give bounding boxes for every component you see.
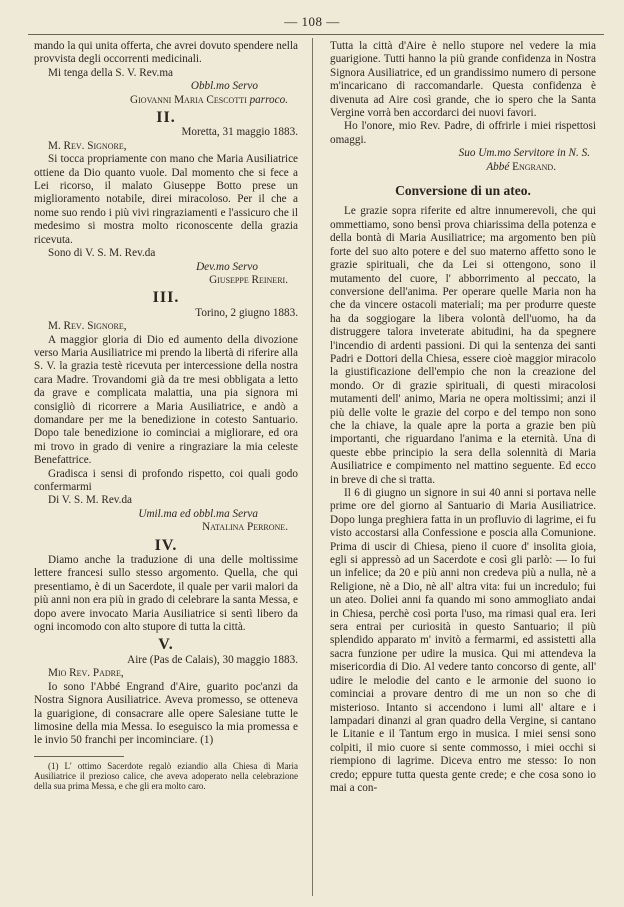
intro-paragraph: Diamo anche la traduzione di una delle moltissime lettere francesi sullo stesso argomento. Quella, che qui presentiamo, è di un Sacerdote, il quale per varii malori da più anni non era più in grado di celebrare la santa Messa, e dopo avere invocato Maria Ausiliatrice si sentì libero da ogni incomodo con alto stupore di tutta la città. (34, 554, 298, 634)
article-paragraph: Il 6 di giugno un signore in sui 40 anni si portava nelle prime ore del giorno al Santuario di Maria Ausiliatrice. Dopo lunga preghiera fatta in un profluvio di lagrime, ei fu visto accostarsi alla Confessione e poscia alla Comunione. Prima di uscir di Chiesa, pieno il cuore d' insolita gioia, egli si appressò ad un Sacerdote e così gli parlò: — Io fui un infelice; da 20 e più anni non credeva più a nulla, nè a Religione, nè a Dio, nè all' altra vita: fui un incredulo; fui un ateo. Doliei anni fa quando mi sono ammogliato andai in Chiesa, perchè così porta l'uso, ma rimasi qual era. Ieri sera entrai per curiosità in questo Santuario; il più splendido apparato m' invitò a fermarmi, ed assistetti alla sacra funzione per udire la musica. Qui mi attendeva la misericordia di Dio. Al vedere tanto concorso di gente, all' udire le melodie del canto e le armonie del suono io cominciai a provare dentro di me un non so che di misterioso. Intanto si accendono i lumi all' altare e i lampadari dinanzi al gran quadro della Vergine, si cantano le Litanie e il Tantum ergo in musica. I miei sensi sono colpiti, il mio cuore si sente commosso, i miei occhi si riempiono di lagrime. Diceva entro me stesso: Io non credo; eppure tutta questa gente crede; e che cosa sono io mai a con- (330, 487, 596, 794)
salutation: M. Rev. Signore, (48, 139, 127, 152)
letter-body: Gradisca i sensi di profondo rispetto, coi quali godo confermarmi (34, 467, 298, 493)
letter-continuation: Tutta la città d'Aire è nello stupore nel vedere la mia guarigione. Tutti hanno la più grande confidenza in Nostra Signora Ausiliatrice, ed un grandissimo numero di persone m'incaricano di raccomandarle. Questa confidenza è divenuta ad Aire così grande, che io spero che la Santa Vergine vorrà ben accordarci dei nuovi favori. (330, 40, 596, 120)
letter-body: Si tocca propriamente con mano che Maria Ausiliatrice ottiene da Dio quanto vuole. Dal momento che si fece a Lei ricorso, il malato Giuseppe Botto prese un miglioramento notabile, direi miracoloso. Per il che a nome suo rendo i più vivi ringraziamenti e l'assicuro che il medesimo si mostra molto riconoscente della grazia ricevuta. (34, 153, 298, 246)
left-column (34, 40, 298, 791)
section-number: III. (152, 289, 180, 307)
column-divider (312, 38, 313, 896)
header-rule (28, 34, 604, 35)
letter-continuation: mando la qui unita offerta, che avrei dovuto spendere nella provvista degli occorrenti medicinali. (34, 40, 298, 66)
dateline: Aire (Pas de Calais), 30 maggio 1883. (127, 653, 298, 666)
article-title: Conversione di un ateo. (395, 183, 531, 199)
article-paragraph: Le grazie sopra riferite ed altre innumerevoli, che qui ommettiamo, sono bensì prova chiarissima della potenza e della bontà di Maria Ausiliatrice; ma argomento ben più forte del suo alto potere e del suo materno affetto sono le grazie spirituali, che da Lei si ottengono, sono il mutamento del cuore, l' abborrimento al peccato, la conversione dell'anima. Per operare quelle Maria non ha che da vincere ostacoli materiali; ma per produrre queste ha da soggiogare la libera volontà dell'uomo, ha da distruggere talora inveterate abitudini, ha da spegnere l'incendio di ardenti passioni. Di qui la sentenza dei santi Padri e Dottori della Chiesa, essere cioè maggior miracolo la giustificazione dell'empio che non la creazione del mondo. Or di grazie spirituali, di questi miracolosi mutamenti dell' animo, Maria ne opera moltissimi; anzi il più delle volte le grazie del corpo e del tempo non sono che la chiave, la quale apre la porta a grazie ben più importanti, che riguardano l'anima e la eternità. Una di queste ebbe principio la sera della solennità di Maria Ausiliatrice e compimento nel mattino seguente. Ed ecco in breve di che si tratta. (330, 205, 596, 486)
letter-body: A maggior gloria di Dio ed aumento della divozione verso Maria Ausiliatrice mi prendo la libertà di riferire alla S. V. la grazia testè ricevuta per intercessione della nostra cara Madre. Trovandomi già da tre mesi obbligata a letto da grave e complicata malattia, una pia signora mi consigliò di ricorrere a Maria Ausiliatrice, e andò a domandare per me la benedizione in cotesto Santuario. Dopo tale benedizione io cominciai a migliorare, ed ora mi trovo in grado di venire a ringraziare la mia celeste Benefattrice. (34, 333, 298, 467)
right-column (330, 40, 596, 795)
section-number: IV. (154, 536, 178, 554)
signature-title: Umil.ma ed obbl.ma Serva (138, 507, 258, 520)
letter-body: Io sono l'Abbé Engrand d'Aire, guarito poc'anzi da Nostra Signora Ausiliatrice. Aveva promesso, se otteneva la guarigione, di consacrare alle opere Salesiane tutte le limosine della mia Messa. Io eseguisco la mia promessa e le invio 50 franchi per incominciare. (1) (34, 680, 298, 747)
salutation: Mio Rev. Padre, (48, 667, 124, 680)
section-number: V. (158, 636, 174, 654)
signature-name: Giovanni Maria Cescotti parroco. (130, 93, 288, 106)
signature-title: Suo Um.mo Servitore in N. S. (458, 147, 590, 160)
signature-title: Obbl.mo Servo (190, 80, 258, 93)
page-number: — 108 — (284, 14, 340, 29)
signature-title: Dev.mo Servo (196, 260, 258, 273)
closing-line: Sono di V. S. M. Rev.da (48, 247, 156, 260)
closing-line: Di V. S. M. Rev.da (48, 494, 133, 507)
signature-name: Abbé Engrand. (486, 160, 556, 173)
section-number: II. (156, 109, 176, 127)
signature-name: Giuseppe Reineri. (209, 273, 288, 286)
footnote-rule (34, 756, 124, 757)
closing-line: Mi tenga della S. V. Rev.ma (48, 66, 174, 79)
signature-name: Natalina Perrone. (202, 521, 288, 534)
footnote: (1) L' ottimo Sacerdote regalò eziandio alla Chiesa di Maria Ausiliatrice il prezioso calice, che aveva adoperato nella celebrazione della sua prima Messa, e che gli era molto caro. (34, 760, 298, 792)
dateline: Torino, 2 giugno 1883. (195, 306, 298, 319)
dateline: Moretta, 31 maggio 1883. (181, 126, 298, 139)
closing-line: Ho l'onore, mio Rev. Padre, di offrirle i miei rispettosi omaggi. (330, 120, 596, 146)
salutation: M. Rev. Signore, (48, 320, 127, 333)
